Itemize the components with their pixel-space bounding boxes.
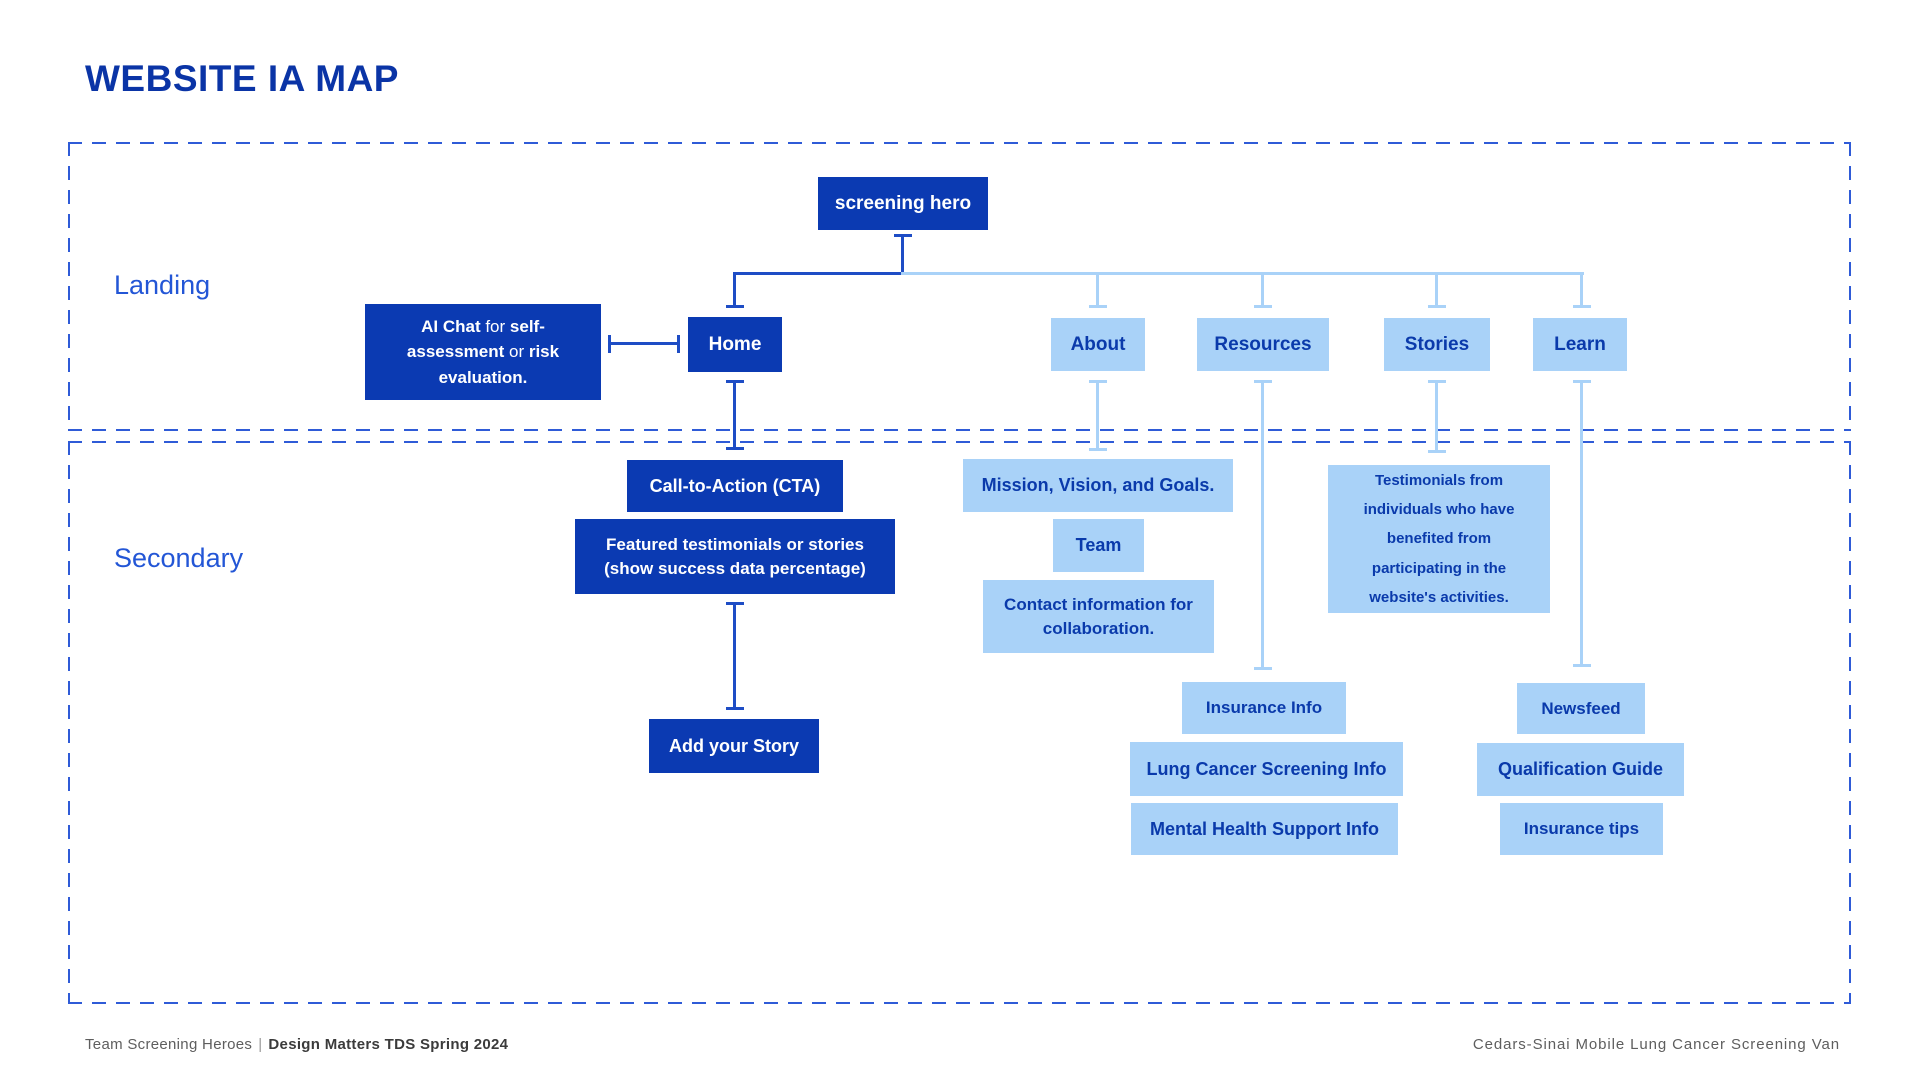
node-about: About <box>1051 318 1145 371</box>
connector-home-to-cta <box>733 380 736 450</box>
node-team: Team <box>1053 519 1144 572</box>
node-mission-vision-goals: Mission, Vision, and Goals. <box>963 459 1233 512</box>
connector-bus-to-stories <box>1435 272 1438 308</box>
landing-frame-border-right <box>1849 142 1851 431</box>
secondary-frame-border-right <box>1849 441 1851 1004</box>
node-ai-chat <box>365 304 601 400</box>
node-qualification-guide: Qualification Guide <box>1477 743 1684 796</box>
landing-frame-border-top <box>68 142 1851 144</box>
secondary-section-label: Secondary <box>114 543 244 573</box>
node-stories: Stories <box>1384 318 1490 371</box>
connector-bus-to-learn <box>1580 272 1583 308</box>
connector-resources-to-children <box>1261 380 1264 670</box>
connector-bus-to-home <box>733 272 736 308</box>
node-testimonials: Testimonials from individuals who have benefited from participating in the website's activities. <box>1328 465 1550 613</box>
node-home: Home <box>688 317 782 372</box>
footer-separator: | <box>258 1036 263 1053</box>
connector-bus-to-about <box>1096 272 1099 308</box>
page-title: WEBSITE IA MAP <box>85 58 399 99</box>
footer-team-name: Team Screening Heroes <box>85 1036 253 1053</box>
connector-stories-to-testimonials <box>1435 380 1438 453</box>
node-insurance-info: Insurance Info <box>1182 682 1346 734</box>
connector-bus-light <box>901 272 1584 275</box>
ai-chat-text: AI Chat for self-assessment or risk evaluation. <box>406 316 560 387</box>
node-newsfeed: Newsfeed <box>1517 683 1645 734</box>
footer-credit <box>85 1036 508 1053</box>
node-mental-health-support-info: Mental Health Support Info <box>1131 803 1398 855</box>
landing-section-label: Landing <box>114 270 211 300</box>
connector-bus-to-resources <box>1261 272 1264 308</box>
connector-hero-to-bus <box>901 234 904 274</box>
node-featured-testimonials: Featured testimonials or stories (show success data percentage) <box>575 519 895 594</box>
node-insurance-tips: Insurance tips <box>1500 803 1663 855</box>
connector-bus-dark <box>733 272 903 275</box>
connector-learn-to-children <box>1580 380 1583 667</box>
connector-about-to-mission <box>1096 380 1099 451</box>
secondary-frame-border-bottom <box>68 1002 1851 1004</box>
node-lung-cancer-screening-info: Lung Cancer Screening Info <box>1130 742 1403 796</box>
connector-aichat-to-home <box>608 342 680 345</box>
footer-client: Cedars-Sinai Mobile Lung Cancer Screening Van <box>1472 1036 1840 1053</box>
landing-frame-border-left <box>68 142 70 431</box>
footer-project-name: Design Matters TDS Spring 2024 <box>268 1036 509 1053</box>
secondary-frame-border-top <box>68 441 1851 443</box>
node-contact-information: Contact information for collaboration. <box>983 580 1214 653</box>
landing-frame-border-bottom <box>68 429 1851 431</box>
connector-featured-to-addstory <box>733 602 736 710</box>
node-call-to-action: Call-to-Action (CTA) <box>627 460 843 512</box>
node-screening-hero: screening hero <box>818 177 988 230</box>
secondary-frame-border-left <box>68 441 70 1004</box>
node-resources: Resources <box>1197 318 1329 371</box>
node-learn: Learn <box>1533 318 1627 371</box>
node-add-your-story: Add your Story <box>649 719 819 773</box>
